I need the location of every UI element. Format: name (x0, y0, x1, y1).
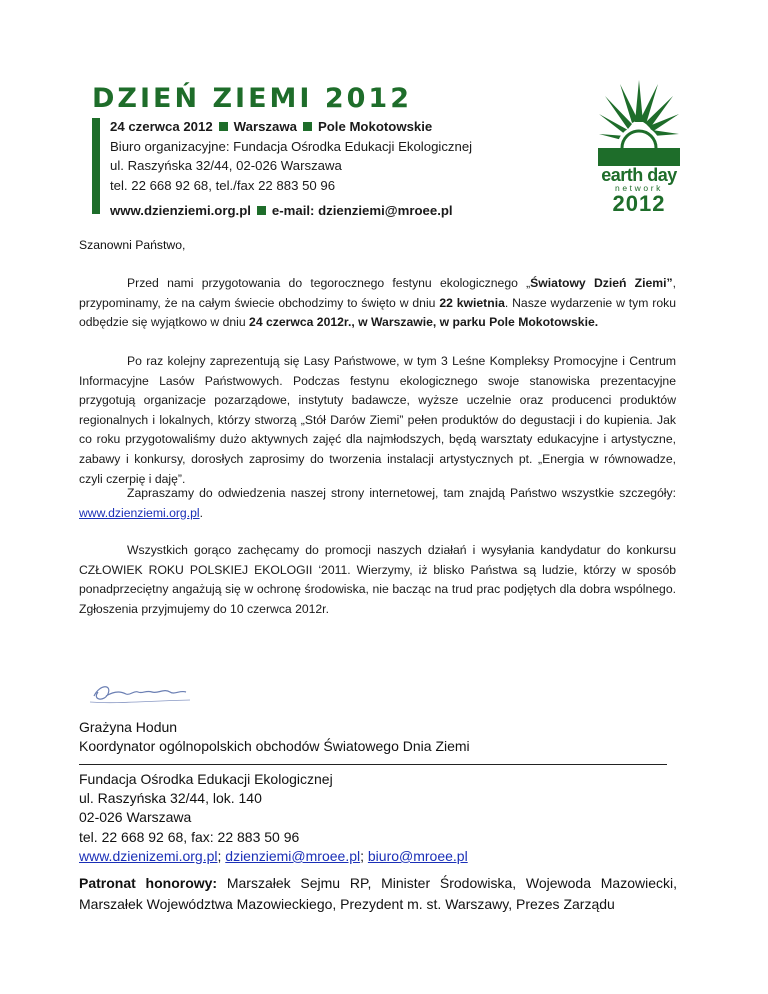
square-bullet-icon (257, 206, 266, 215)
footer-email-link[interactable]: dzienziemi@mroee.pl (225, 847, 361, 864)
logo-network: network (615, 183, 663, 193)
p1-date: 22 kwietnia (439, 295, 505, 310)
handwritten-signature (86, 670, 206, 714)
p1-text-c: , przypominamy, że na całym świecie obchodzimy to święto w dniu (79, 276, 676, 310)
event-city: Warszawa (233, 119, 297, 134)
p1-event-name: Światowy Dzień Ziemi” (530, 276, 673, 290)
footer-phones: tel. 22 668 92 68, fax: 22 883 50 96 (79, 828, 300, 845)
signatory-role: Koordynator ogólnopolskich obchodów Światowego Dnia Ziemi (79, 738, 470, 754)
footer-divider (79, 764, 667, 765)
paragraph-4 (79, 541, 676, 619)
patronage-label: Patronat honorowy: (79, 875, 218, 891)
square-bullet-icon (303, 122, 312, 131)
p4-text: Wszystkich gorąco zachęcamy do promocji naszych działań i wysyłania kandydatur do konkursu CZŁOWIEK ROKU POLSKIEJ EKOLOGII ‘2011. Wierzymy, iż blisko Państwa są ludzie, którzy w sposób ponadprzeciętny angażują się w ochronę środowiska, nie bacząc na trud prac podjętych dla dobra wspólnego. Zgłoszenia przyjmujemy do 10 czerwca 2012r. (79, 543, 676, 616)
patronage-text: Marszałek Sejmu RP, Minister Środowiska, Wojewoda Mazowiecki, Marszałek Województwa Mazowieckiego, Prezydent m. st. Warszawy, Prezes Zarządu (79, 875, 677, 912)
link-separator: ; (360, 847, 368, 864)
square-bullet-icon (219, 122, 228, 131)
p1-event-date-place: 24 czerwca 2012r., w Warszawie, w parku Pole Mokotowskie. (249, 315, 599, 330)
letterhead-info (110, 117, 580, 221)
contact-line (110, 201, 580, 221)
p3-text: Zapraszamy do odwiedzenia naszej strony internetowej, tam znajdą Państwo wszystkie szczegóły: (127, 486, 676, 500)
p1-text-a: Przed nami przygotowania do tegorocznego festynu ekologicznego „ (127, 276, 531, 290)
honorary-patronage (79, 873, 677, 915)
footer-street: ul. Raszyńska 32/44, lok. 140 (79, 790, 262, 807)
paragraph-2 (79, 352, 676, 489)
letterhead-email: e-mail: dzienziemi@mroee.pl (271, 203, 453, 218)
p2-text: Po raz kolejny zaprezentują się Lasy Państwowe, w tym 3 Leśne Kompleksy Promocyjne i Centrum Informacyjne Lasów Państwowych. Podczas festynu ekologicznego swoje stanowiska prezentacyjne przygotują organizacje pozarządowe, instytuty badawcze, wyższe uczelnie oraz producenci produktów regionalnych i lokalnych, którzy stworzą „Stół Darów Ziemi” pełen produktów do degustacji i do kupienia. Jak co roku przygotowaliśmy dużo aktywnych zajęć dla najmłodszych, będą warsztaty edukacyjne i artystyczne, zabawy i konkursy, dorosłych zaprosimy do tworzenia instalacji artystycznych pt. „Energia w równowadze, czyli czerpię i daję”. (79, 354, 676, 486)
signatory-name: Grażyna Hodun (79, 719, 178, 735)
greeting: Szanowni Państwo, (79, 238, 186, 252)
event-details (110, 117, 580, 137)
logo-year: 2012 (612, 191, 666, 216)
footer-links (79, 847, 679, 866)
paragraph-1 (79, 274, 676, 333)
office-line: Biuro organizacyjne: Fundacja Ośrodka Edukacji Ekologicznej (110, 138, 473, 154)
website-link[interactable]: www.dzienziemi.org.pl (79, 505, 200, 520)
office-phones: tel. 22 668 92 68, tel./fax 22 883 50 96 (110, 177, 336, 193)
link-separator: ; (217, 847, 226, 864)
footer-address (79, 770, 679, 866)
event-date: 24 czerwca 2012 (110, 119, 213, 134)
paragraph-3 (79, 484, 676, 523)
footer-website-link[interactable]: www.dzienizemi.org.pl (79, 847, 218, 864)
office-address: ul. Raszyńska 32/44, 02-026 Warszawa (110, 158, 342, 173)
p3-end: . (199, 505, 203, 520)
logo-earth-day: earth day (601, 165, 677, 185)
event-title: DZIEŃ ZIEMI 2012 (92, 83, 413, 114)
footer-org: Fundacja Ośrodka Edukacji Ekologicznej (79, 771, 333, 787)
footer-office-email-link[interactable]: biuro@mroee.pl (367, 847, 468, 864)
letterhead-website: www.dzienziemi.org.pl (110, 203, 251, 218)
p1-text-e: . Nasze wydarzenie w tym roku odbędzie się wyjątkowo w dniu (79, 295, 676, 330)
sunburst-icon (598, 78, 680, 166)
letterhead-accent-bar (92, 118, 100, 214)
event-place: Pole Mokotowskie (317, 119, 433, 134)
footer-city: 02-026 Warszawa (79, 809, 192, 826)
earth-day-logo (598, 78, 680, 218)
